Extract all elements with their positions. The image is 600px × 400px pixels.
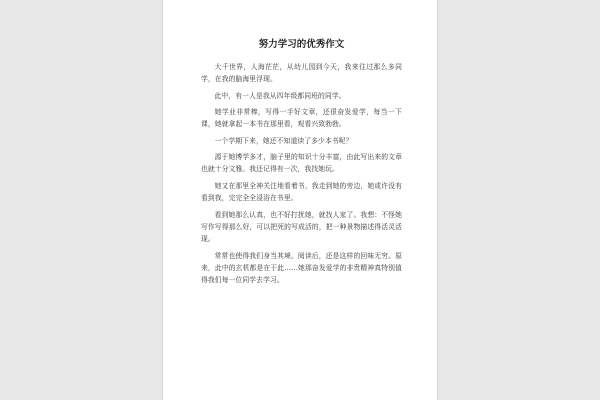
paragraph-5: 源于她博学多才，脑子里的知识十分丰富，由此写出来的文章也就十分文雅。我还记得有一次，我找她玩。 xyxy=(201,153,402,173)
paragraph-4: 一个学期下来，她还不知道读了多少本书呢？ xyxy=(214,137,353,145)
paragraph-6: 她又在那里全神关注地看着书，我走到她的旁边，她或许没有看到我，完完全全浸浴在书里。 xyxy=(201,182,402,202)
paragraph-8: 常常也使得我们身当其境。阅读后，还是这样的回味无穷。原来，此中的玄机都是在于此……她那奋发爱学的非贵精神真特别值得我们每一位同学去学习。 xyxy=(201,252,402,284)
document-content xyxy=(201,38,402,291)
paragraph-2: 此中，有一人是我从四年级都同班的同学。 xyxy=(214,92,346,100)
paragraph-3: 她学业非常棒，写得一手好文章，还很奋发爱学，每当一下课，她就拿起一本书在那里看，观看兴致勃勃。 xyxy=(201,108,402,128)
paragraph-1: 大千世界，人海茫茫，从幼儿园到今天，我来往过那么多同学，在我的脑海里浮现。 xyxy=(201,63,402,83)
document-title: 努力学习的优秀作文 xyxy=(258,39,345,50)
document-page xyxy=(162,0,438,400)
paragraph-7: 看到她那么认真，也不好打扰她，就找人家了。我想：不怪她写作写得那么好，可以把死的写成活的，把一种景物描述得活灵活现。 xyxy=(201,211,402,243)
